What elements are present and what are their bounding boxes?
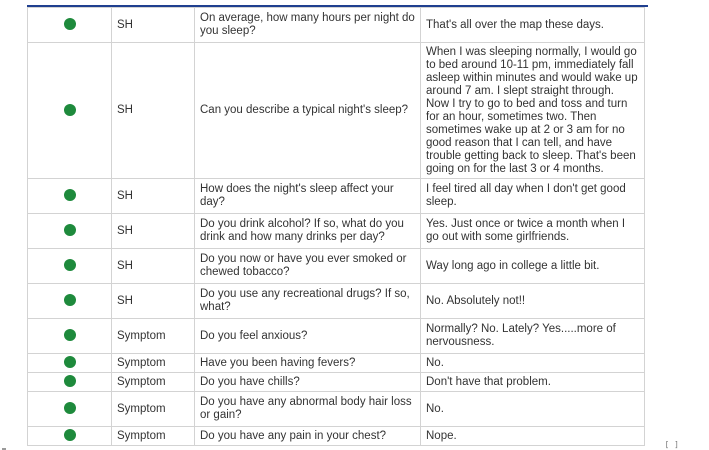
category-cell: Symptom — [112, 373, 195, 392]
status-dot-icon — [64, 259, 76, 271]
status-dot-icon — [64, 429, 76, 441]
status-dot-icon — [64, 375, 76, 387]
question-cell: Do you have any abnormal body hair loss or gain? — [195, 392, 421, 427]
status-cell — [28, 179, 112, 214]
question-cell: Can you describe a typical night's sleep? — [195, 43, 421, 179]
status-cell — [28, 392, 112, 427]
question-cell: Do you now or have you ever smoked or chewed tobacco? — [195, 249, 421, 284]
status-cell — [28, 8, 112, 43]
question-cell: Do you use any recreational drugs? If so, what? — [195, 284, 421, 319]
status-cell — [28, 319, 112, 354]
status-dot-icon — [64, 356, 76, 368]
answer-cell: Yes. Just once or twice a month when I go out with some girlfriends. — [421, 214, 645, 249]
category-cell: SH — [112, 249, 195, 284]
question-cell: Do you feel anxious? — [195, 319, 421, 354]
table-row[interactable] — [28, 214, 645, 249]
status-cell — [28, 373, 112, 392]
status-dot-icon — [64, 402, 76, 414]
status-dot-icon — [64, 294, 76, 306]
answer-cell: No. Absolutely not!! — [421, 284, 645, 319]
status-cell — [28, 249, 112, 284]
answer-cell: I feel tired all day when I don't get good sleep. — [421, 179, 645, 214]
status-cell — [28, 354, 112, 373]
question-cell: How does the night's sleep affect your day? — [195, 179, 421, 214]
question-answer-table — [27, 7, 645, 446]
question-cell: On average, how many hours per night do you sleep? — [195, 8, 421, 43]
question-cell: Do you have chills? — [195, 373, 421, 392]
status-dot-icon — [64, 224, 76, 236]
status-dot-icon — [64, 189, 76, 201]
answer-cell: When I was sleeping normally, I would go to bed around 10-11 pm, immediately fall asleep within minutes and would wake up around 7 am. I slept straight through. Now I try to go to bed and toss and turn for an hour, sometimes two. Then sometimes wake up at 2 or 3 am for no good reason that I can tell, and have trouble getting back to sleep. That's been going on for the last 3 or 4 months. — [421, 43, 645, 179]
answer-cell: Way long ago in college a little bit. — [421, 249, 645, 284]
answer-cell: Normally? No. Lately? Yes.....more of nervousness. — [421, 319, 645, 354]
category-cell: Symptom — [112, 427, 195, 446]
category-cell: SH — [112, 214, 195, 249]
table-body — [28, 8, 645, 446]
category-cell: Symptom — [112, 354, 195, 373]
answer-cell: Nope. — [421, 427, 645, 446]
category-cell: SH — [112, 43, 195, 179]
question-cell: Do you drink alcohol? If so, what do you drink and how many drinks per day? — [195, 214, 421, 249]
table-row[interactable] — [28, 392, 645, 427]
table-row[interactable] — [28, 354, 645, 373]
corner-marker: [ ] — [664, 440, 679, 449]
question-cell: Have you been having fevers? — [195, 354, 421, 373]
category-cell: Symptom — [112, 319, 195, 354]
status-cell — [28, 43, 112, 179]
question-cell: Do you have any pain in your chest? — [195, 427, 421, 446]
answer-cell: Don't have that problem. — [421, 373, 645, 392]
status-dot-icon — [64, 329, 76, 341]
status-cell — [28, 214, 112, 249]
category-cell: SH — [112, 284, 195, 319]
table-row[interactable] — [28, 284, 645, 319]
table-row[interactable] — [28, 249, 645, 284]
category-cell: Symptom — [112, 392, 195, 427]
status-cell — [28, 427, 112, 446]
status-dot-icon — [64, 18, 76, 30]
table-row[interactable] — [28, 427, 645, 446]
answer-cell: That's all over the map these days. — [421, 8, 645, 43]
table-row[interactable] — [28, 179, 645, 214]
category-cell: SH — [112, 179, 195, 214]
status-dot-icon — [64, 104, 76, 116]
status-cell — [28, 284, 112, 319]
table-row[interactable] — [28, 8, 645, 43]
answer-cell: No. — [421, 392, 645, 427]
category-cell: SH — [112, 8, 195, 43]
answer-cell: No. — [421, 354, 645, 373]
table-row[interactable] — [28, 373, 645, 392]
table-row[interactable] — [28, 43, 645, 179]
table-row[interactable] — [28, 319, 645, 354]
